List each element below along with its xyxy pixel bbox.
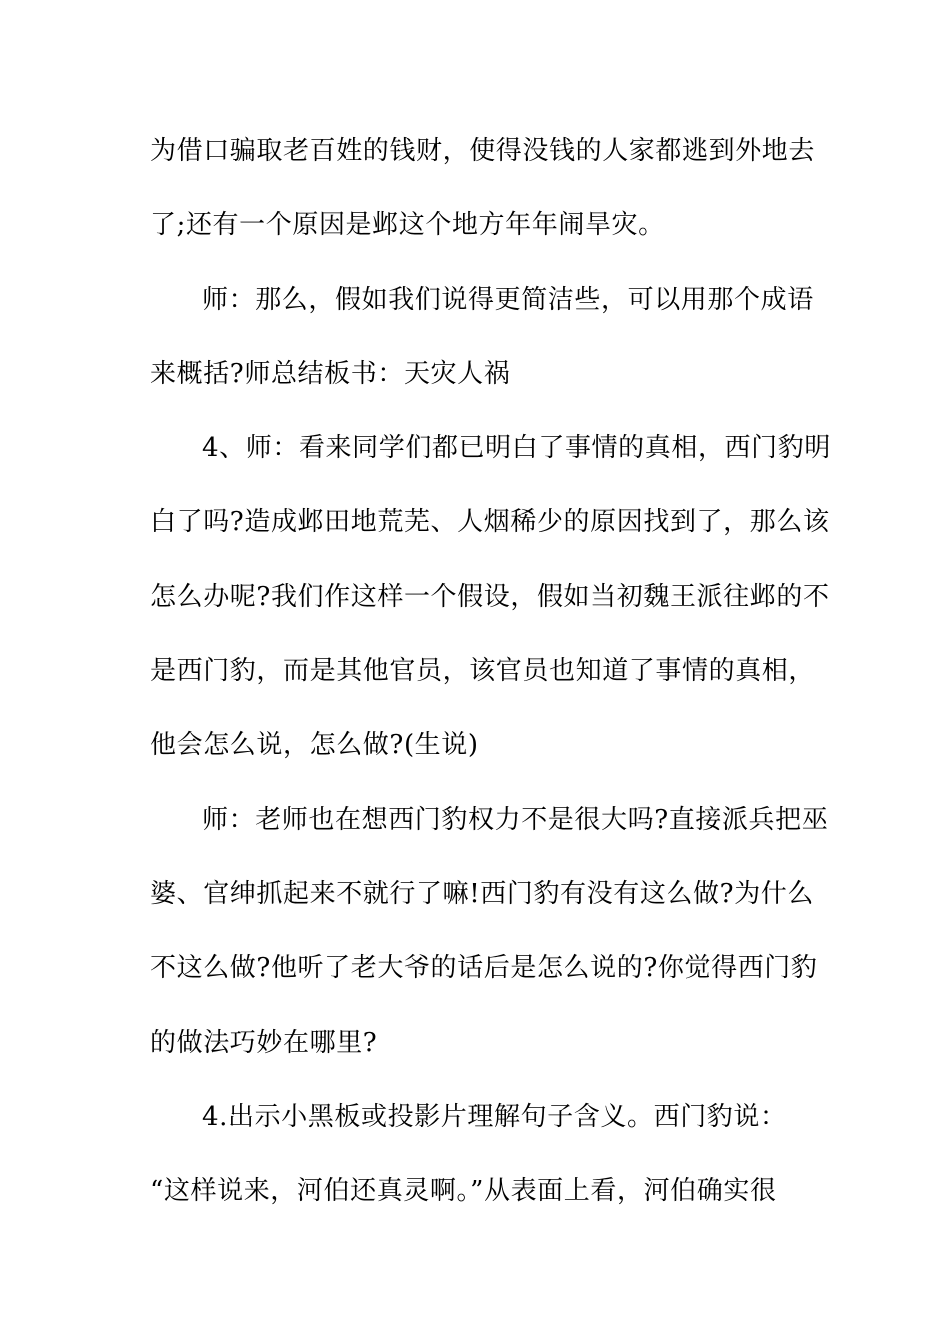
text-line: 了;还有一个原因是邺这个地方年年闹旱灾。 <box>150 210 665 241</box>
text-line: 婆、官绅抓起来不就行了嘛!西门豹有没有这么做?为什么 <box>150 878 814 909</box>
text-line: 不这么做?他听了老大爷的话后是怎么说的?你觉得西门豹 <box>150 953 818 984</box>
text-line: 4、师：看来同学们都已明白了事情的真相，西门豹明 <box>202 433 831 464</box>
text-line: 是西门豹，而是其他官员，该官员也知道了事情的真相， <box>150 656 816 687</box>
text-line: “这样说来，河伯还真灵啊。”从表面上看，河伯确实很 <box>150 1176 777 1207</box>
text-line: 的做法巧妙在哪里? <box>150 1027 378 1058</box>
text-line: 师：那么，假如我们说得更简洁些，可以用那个成语 <box>202 284 814 315</box>
text-line: 师：老师也在想西门豹权力不是很大吗?直接派兵把巫 <box>202 804 829 835</box>
body-text <box>150 124 831 1238</box>
text-line: 白了吗?造成邺田地荒芜、人烟稀少的原因找到了，那么该 <box>150 507 830 538</box>
text-line: 怎么办呢?我们作这样一个假设，假如当初魏王派往邺的不 <box>150 581 830 612</box>
text-line: 来概括?师总结板书：天灾人祸 <box>150 358 511 389</box>
text-line: 他会怎么说，怎么做?(生说) <box>150 730 479 761</box>
text-line: 4.出示小黑板或投影片理解句子含义。西门豹说： <box>202 1101 787 1132</box>
text-line: 为借口骗取老百姓的钱财，使得没钱的人家都逃到外地去 <box>150 136 816 166</box>
